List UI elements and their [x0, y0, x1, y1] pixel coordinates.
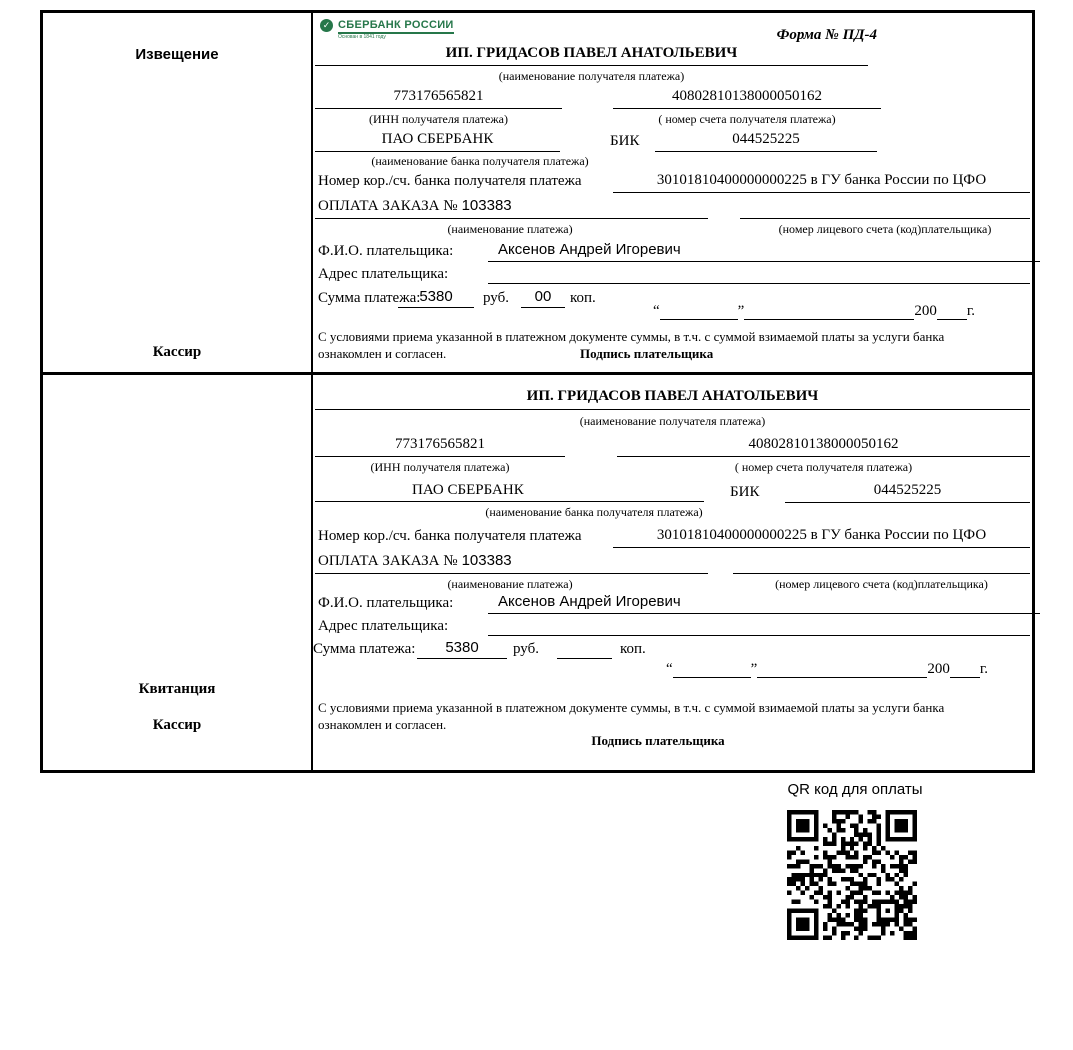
- bank-name-caption: (наименование банка получателя платежа): [485, 505, 703, 519]
- personal-account-caption: (номер лицевого счета (код)плательщика): [778, 222, 992, 236]
- quote-close: ”: [750, 661, 758, 677]
- kop-label: коп.: [620, 641, 646, 657]
- personal-account-line: [740, 196, 1030, 219]
- inn-value: 773176565821: [315, 87, 562, 109]
- payee-name-caption: (наименование получателя платежа): [498, 69, 685, 83]
- bank-logo-tagline: Основан в 1841 году: [338, 34, 386, 40]
- inn-caption: (ИНН получателя платежа): [370, 460, 510, 474]
- terms-text: С условиями приема указанной в платежном документе суммы, в т.ч. с суммой взимаемой платы за услуги банка: [318, 700, 945, 715]
- date-month-blank: [757, 662, 927, 678]
- bik-value: 044525225: [655, 130, 877, 152]
- payment-purpose-caption: (наименование платежа): [447, 577, 573, 591]
- terms-text-2: ознакомлен и согласен.: [318, 346, 447, 361]
- account-value: 40802810138000050162: [613, 87, 881, 109]
- date-line: [653, 303, 975, 320]
- qr-caption: QR код для оплаты: [787, 781, 923, 798]
- payment-purpose: ОПЛАТА ЗАКАЗА №: [318, 553, 458, 569]
- payee-name: ИП. ГРИДАСОВ ПАВЕЛ АНАТОЛЬЕВИЧ: [315, 387, 1030, 410]
- bank-name: ПАО СБЕРБАНК: [315, 481, 704, 502]
- terms-text-2: ознакомлен и согласен.: [318, 717, 447, 732]
- notice-stub-column: [43, 13, 313, 372]
- signature-label: Подпись плательщика: [580, 346, 714, 361]
- payer-fio-value: Аксенов Андрей Игоревич: [488, 240, 1040, 262]
- bank-name-caption: (наименование банка получателя платежа): [371, 154, 589, 168]
- payment-purpose: ОПЛАТА ЗАКАЗА №: [318, 198, 458, 214]
- date-year-blank: [950, 662, 980, 678]
- bank-logo-name: СБЕРБАНК РОССИИ: [338, 19, 454, 34]
- account-value: 40802810138000050162: [617, 435, 1030, 457]
- payee-name: ИП. ГРИДАСОВ ПАВЕЛ АНАТОЛЬЕВИЧ: [315, 44, 868, 66]
- receipt-section: [43, 375, 1032, 770]
- rub-label: руб.: [483, 290, 509, 306]
- payer-address-label: Адрес плательщика:: [318, 618, 449, 634]
- terms-text: С условиями приема указанной в платежном документе суммы, в т.ч. с суммой взимаемой платы за услуги банка: [318, 329, 945, 344]
- corr-account-label: Номер кор./сч. банка получателя платежа: [318, 173, 582, 189]
- corr-account-label: Номер кор./сч. банка получателя платежа: [318, 528, 582, 544]
- account-caption: ( номер счета получателя платежа): [734, 460, 913, 474]
- inn-caption: (ИНН получателя платежа): [369, 112, 508, 126]
- sberbank-emblem-icon: ✓: [320, 19, 333, 32]
- year-prefix: 200: [927, 661, 950, 677]
- notice-section: [43, 13, 1032, 375]
- year-suffix: г.: [966, 303, 976, 319]
- inn-value: 773176565821: [315, 435, 565, 457]
- bank-name: ПАО СБЕРБАНК: [315, 130, 560, 152]
- personal-account-line: [733, 551, 1030, 574]
- quote-open: “: [666, 661, 673, 677]
- payment-purpose-line: [315, 551, 708, 574]
- rub-label: руб.: [513, 641, 539, 657]
- order-number: 103383: [461, 552, 512, 569]
- sum-rub-value: 5380: [398, 287, 474, 308]
- sum-kop-value: [557, 638, 612, 659]
- corr-account-value: 30101810400000000225 в ГУ банка России по ЦФО: [613, 171, 1030, 193]
- account-caption: ( номер счета получателя платежа): [658, 112, 836, 126]
- date-year-blank: [937, 304, 967, 320]
- sum-kop-value: 00: [521, 287, 565, 308]
- sberbank-logo: [320, 19, 454, 40]
- kop-label: коп.: [570, 290, 596, 306]
- payment-sum-label: Сумма платежа:: [313, 641, 416, 657]
- sum-rub-value: 5380: [417, 638, 507, 659]
- quote-open: “: [653, 303, 660, 319]
- payer-fio-label: Ф.И.О. плательщика:: [318, 595, 454, 611]
- year-suffix: г.: [979, 661, 989, 677]
- date-month-blank: [744, 304, 914, 320]
- date-day-blank: [660, 304, 738, 320]
- payer-address-label: Адрес плательщика:: [318, 266, 449, 282]
- payer-fio-label: Ф.И.О. плательщика:: [318, 243, 454, 259]
- payer-fio-value: Аксенов Андрей Игоревич: [488, 592, 1040, 614]
- payment-purpose-caption: (наименование платежа): [447, 222, 573, 236]
- stub-cashier-label: Кассир: [152, 717, 202, 733]
- date-line: [666, 661, 988, 678]
- year-prefix: 200: [914, 303, 937, 319]
- bik-label: БИК: [610, 133, 640, 149]
- quote-close: ”: [737, 303, 745, 319]
- personal-account-caption: (номер лицевого счета (код)плательщика): [775, 577, 988, 591]
- stub-section-title: Извещение: [135, 46, 219, 63]
- stub-cashier-label: Кассир: [152, 344, 202, 360]
- bik-value: 044525225: [785, 481, 1030, 503]
- form-number-title: Форма № ПД-4: [776, 27, 877, 43]
- payment-sum-label: Сумма платежа:: [318, 290, 421, 306]
- payer-address-line: [488, 615, 1030, 636]
- payment-purpose-line: [315, 196, 708, 219]
- order-number: 103383: [461, 197, 512, 214]
- payment-form-pd4: [40, 10, 1035, 773]
- signature-label: Подпись плательщика: [591, 733, 725, 748]
- date-day-blank: [673, 662, 751, 678]
- qr-code-image: [787, 810, 917, 940]
- payer-address-line: [488, 263, 1030, 284]
- payee-name-caption: (наименование получателя платежа): [579, 414, 766, 428]
- corr-account-value: 30101810400000000225 в ГУ банка России по ЦФО: [613, 526, 1030, 548]
- receipt-stub-column: [43, 375, 313, 770]
- bik-label: БИК: [730, 484, 760, 500]
- stub-section-title: Квитанция: [138, 681, 216, 697]
